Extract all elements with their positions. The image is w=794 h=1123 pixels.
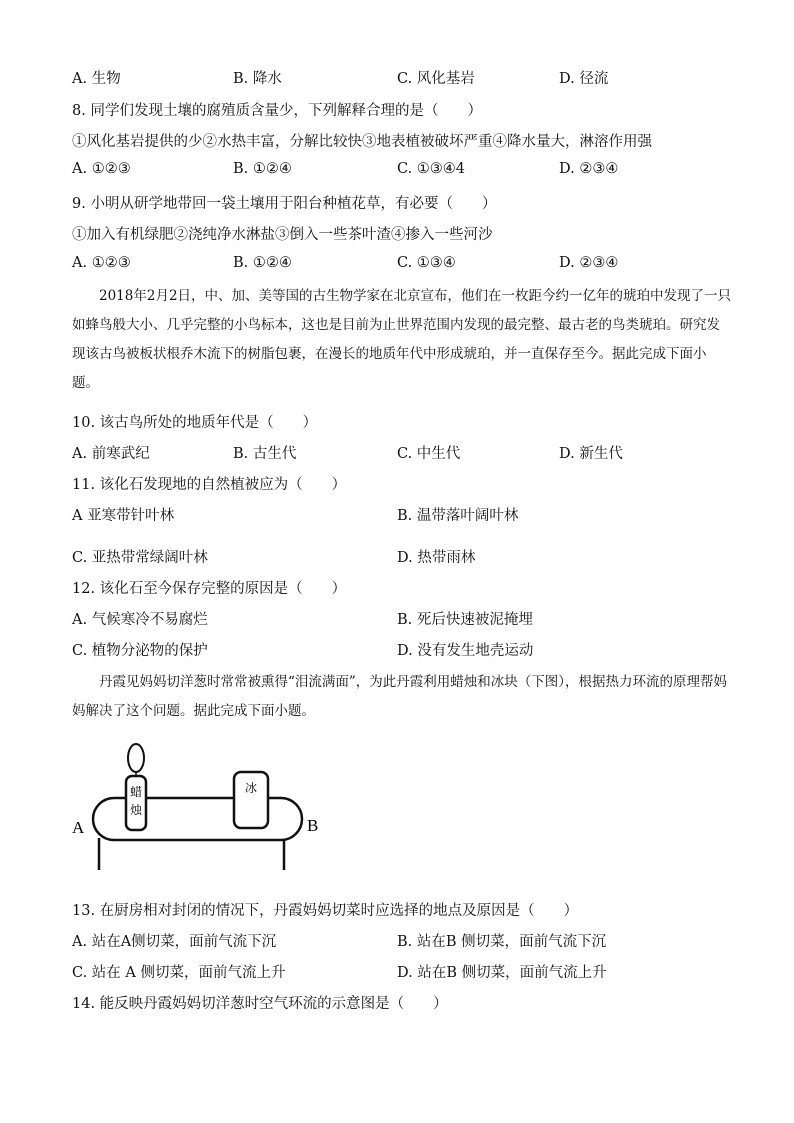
option-b: B. ①②④ [233,161,292,177]
candle-flame-icon [128,744,144,772]
q9-options [72,255,732,275]
option-c: C. 植物分泌物的保护 [72,643,208,659]
question-11-stem: 11. 该化石发现地的自然植被应为（ ） [72,477,347,493]
option-a: A. 站在A侧切菜，面前气流下沉 [72,934,277,950]
option-d: D. 热带雨林 [397,550,476,566]
question-8-statements: ①风化基岩提供的少②水热丰富，分解比较快③地表植被破坏严重④降水量大，淋溶作用强 [72,134,652,150]
option-b: B. 古生代 [233,446,297,462]
q8-options [72,161,732,181]
option-d: D. 新生代 [559,446,623,462]
q11-options-row2 [72,546,732,566]
option-c: C. 亚热带常绿阔叶林 [72,550,208,566]
option-d: D. 没有发生地壳运动 [397,643,534,659]
candle-ice-figure [66,740,336,872]
option-a: A 亚寒带针叶林 [72,508,175,524]
question-12-stem: 12. 该化石至今保存完整的原因是（ ） [72,581,347,597]
side-label-a: A [72,818,85,837]
option-b: B. 温带落叶阔叶林 [397,508,519,524]
question-14-stem: 14. 能反映丹霞妈妈切洋葱时空气环流的示意图是（ ） [72,996,448,1012]
q13-options-row1 [72,930,732,950]
reading-passage-amber [72,282,732,398]
q7-options [72,67,732,87]
option-d: D. 径流 [559,71,609,87]
question-13-stem: 13. 在厨房相对封闭的情况下，丹霞妈妈切菜时应选择的地点及原因是（ ） [72,903,579,919]
q12-options-row2 [72,639,732,659]
option-a: A. 生物 [72,71,121,87]
option-a: A. 气候寒冷不易腐烂 [72,612,208,628]
side-label-b: B [307,816,319,835]
candle-label-2: 烛 [129,803,143,817]
option-c: C. 中生代 [397,446,461,462]
question-10-stem: 10. 该古鸟所处的地质年代是（ ） [72,415,318,431]
option-a: A. ①②③ [72,161,131,177]
option-b: B. 站在B 侧切菜，面前气流下沉 [397,934,607,950]
option-d: D. ②③④ [559,161,619,177]
candle-label-1: 蜡 [129,785,143,799]
ice-label: 冰 [244,781,258,795]
option-c: C. ①③④4 [397,161,466,177]
q12-options-row1 [72,608,732,628]
q10-options [72,442,732,462]
option-a: A. 前寒武纪 [72,446,150,462]
option-c: C. 风化基岩 [397,71,475,87]
question-8-stem: 8. 同学们发现土壤的腐殖质含量少，下列解释合理的是（ ） [72,103,482,119]
passage-text: 2018年2月2日，中、加、美等国的古生物学家在北京宣布，他们在一枚距今约一亿年的琥珀中发现了一只如蜂鸟般大小、几乎完整的小鸟标本，这也是目前为止世界范围内发现的最完整、最古老的鸟类琥珀。研究发现该古鸟被板状根乔木流下的树脂包裹，在漫长的地质年代中形成琥珀，并一直保存至今。据此完成下面小题。 [72,288,732,391]
table-top [93,798,302,840]
option-c: C. ①③④ [397,255,456,271]
passage-text: 丹霞见妈妈切洋葱时常常被熏得“泪流满面”，为此丹霞利用蜡烛和冰块（下图），根据热力环流的原理帮妈妈解决了这个问题。据此完成下面小题。 [72,674,728,719]
question-9-stem: 9. 小明从研学地带回一袋土壤用于阳台种植花草，有必要（ ） [72,196,497,212]
reading-passage-onion [72,668,732,726]
option-b: B. 降水 [233,71,282,87]
q11-options-row1 [72,504,732,524]
option-d: D. 站在B 侧切菜，面前气流上升 [397,965,607,981]
option-a: A. ①②③ [72,255,131,271]
option-b: B. 死后快速被泥掩埋 [397,612,533,628]
option-d: D. ②③④ [559,255,619,271]
q13-options-row2 [72,961,732,981]
question-9-statements: ①加入有机绿肥②浇纯净水淋盐③倒入一些茶叶渣④掺入一些河沙 [72,227,493,243]
option-c: C. 站在 A 侧切菜，面前气流上升 [72,965,286,981]
option-b: B. ①②④ [233,255,292,271]
